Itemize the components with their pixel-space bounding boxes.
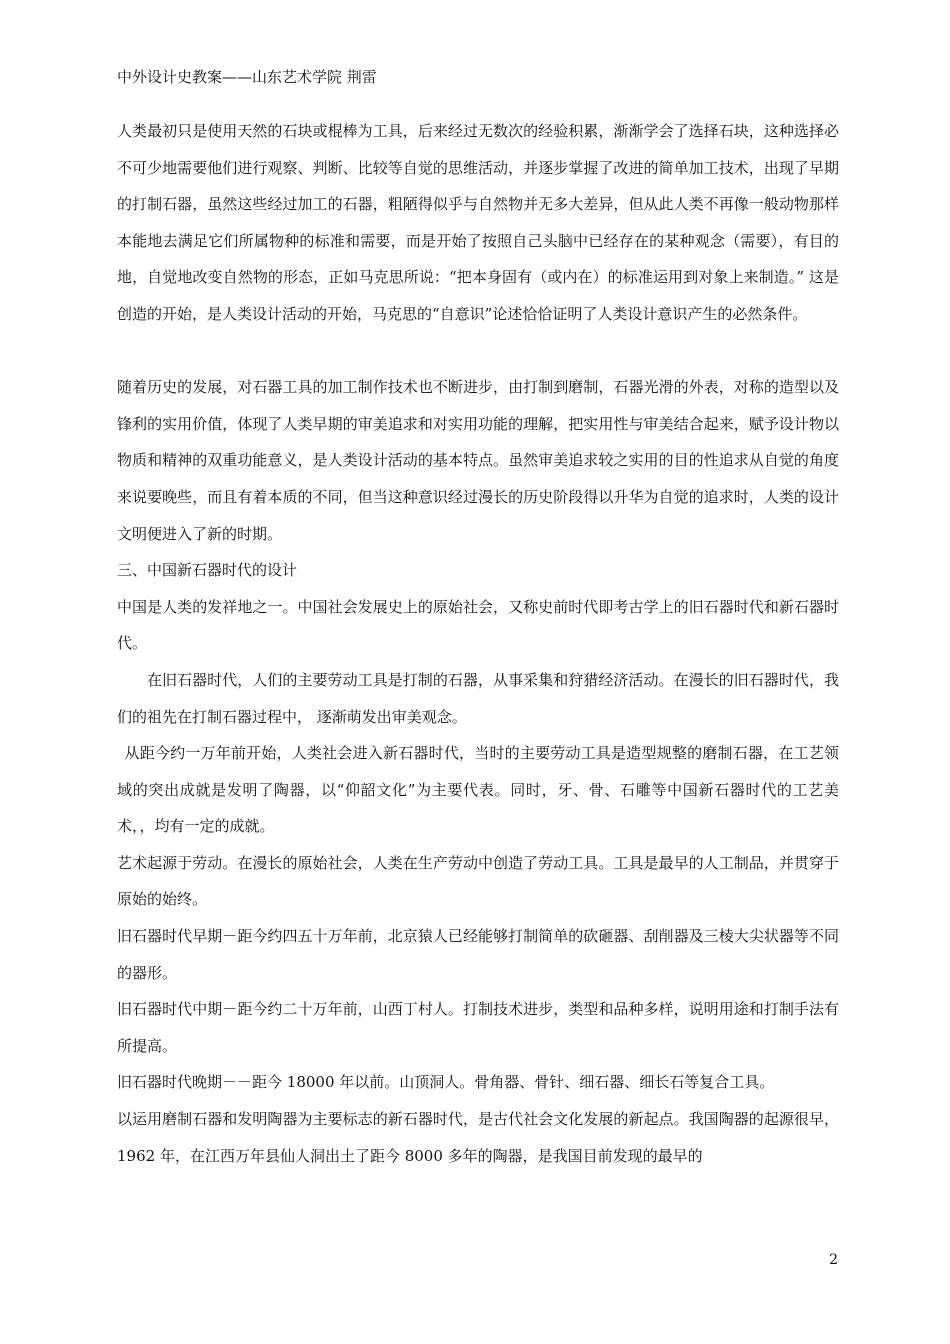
paragraph-early-paleolithic: 旧石器时代早期－距今约四五十万年前，北京猿人已经能够打制简单的砍砸器、刮削器及三棱大尖状器等不同的器形。 [117,927,839,982]
page-header: 中外设计史教案——山东艺术学院 荆雷 [117,68,377,86]
paragraph-china-origin: 中国是人类的发祥地之一。中国社会发展史上的原始社会，又称史前时代即考古学上的旧石器时代和新石器时代。 [117,597,839,653]
paragraph-art-origin: 艺术起源于劳动。在漫长的原始社会，人类在生产劳动中创造了劳动工具。工具是最早的人工制品，并贯穿于原始的始终。 [117,853,839,909]
paragraph-middle-paleolithic: 旧石器时代中期－距今约二十万年前，山西丁村人。打制技术进步，类型和品种多样，说明用途和打制手法有所提高。 [117,1000,839,1055]
paragraph-stone-tools-development: 随着历史的发展，对石器工具的加工制作技术也不断进步，由打制到磨制，石器光滑的外表，对称的造型以及锋利的实用价值，体现了人类早期的审美追求和对实用功能的理解，把实用性与审美结合起来，赋予设计物以物质和精神的双重功能意义，是人类设计活动的基本特点。虽然审美追求较之实用的目的性追求从自觉的角度来说要晚些，而且有着本质的不同，但当这种意识经过漫长的历史阶段得以升华为自觉的追求时，人类的设计文明便进入了新的时期。 [117,378,839,543]
page-number: 2 [829,1252,838,1268]
document-body [117,113,839,1174]
paragraph-stone-tools-origin: 人类最初只是使用天然的石块或棍棒为工具，后来经过无数次的经验积累，渐渐学会了选择石块，这种选择必不可少地需要他们进行观察、判断、比较等自觉的思维活动，并逐步掌握了改进的简单加工技术，出现了早期的打制石器，虽然这些经过加工的石器，粗陋得似乎与自然物并无多大差异，但从此人类不再像一般动物那样本能地去满足它们所属物种的标准和需要，而是开始了按照自己头脑中已经存在的某种观念（需要），有目的地，自觉地改变自然物的形态，正如马克思所说：“把本身固有（或内在）的标准运用到对象上来制造。” 这是创造的开始，是人类设计活动的开始，马克思的“自意识”论述恰恰证明了人类设计意识产生的必然条件。 [117,122,839,323]
paragraph-pottery-origin: 以运用磨制石器和发明陶器为主要标志的新石器时代，是古代社会文化发展的新起点。我国陶器的起源很早，1962 年，在江西万年县仙人洞出土了距今 8000 多年的陶器，是我国目前发现的最早的 [117,1110,839,1165]
paragraph-late-paleolithic: 旧石器时代晚期－－距今 18000 年以前。山顶洞人。骨角器、骨针、细石器、细长石等复合工具。 [117,1073,775,1092]
paragraph-paleolithic: 在旧石器时代，人们的主要劳动工具是打制的石器，从事采集和狩猎经济活动。在漫长的旧石器时代，我们的祖先在打制石器过程中， 逐渐萌发出审美观念。 [117,670,839,726]
paragraph-neolithic: 从距今约一万年前开始，人类社会进入新石器时代，当时的主要劳动工具是造型规整的磨制石器，在工艺领域的突出成就是发明了陶器，以“仰韶文化”为主要代表。同时，牙、骨、石雕等中国新石器时代的工艺美术，，均有一定的成就。 [117,744,839,836]
section-heading-neolithic-design: 三、中国新石器时代的设计 [117,561,298,580]
